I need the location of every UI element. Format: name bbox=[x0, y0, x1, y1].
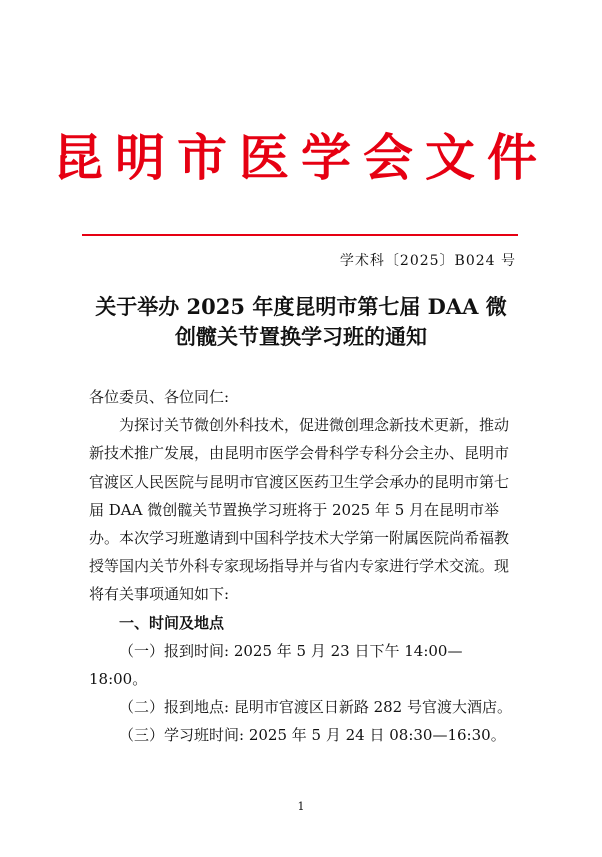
salutation: 各位委员、各位同仁: bbox=[89, 388, 230, 406]
page-number: 1 bbox=[297, 800, 305, 813]
document-number: 学术科〔2025〕B024 号 bbox=[339, 253, 516, 269]
item-checkin-location: （二）报到地点: 昆明市官渡区日新路 282 号官渡大酒店。 bbox=[119, 698, 512, 717]
notice-body bbox=[89, 383, 515, 750]
notice-title: 关于举办 2025 年度昆明市第七届 DAA 微创髋关节置换学习班的通知 bbox=[95, 294, 507, 349]
section-heading-time-location: 一、时间及地点 bbox=[119, 613, 225, 632]
item-class-time: （三）学习班时间: 2025 年 5 月 24 日 08:30—16:30。 bbox=[119, 726, 506, 745]
item-checkin-time: （一）报到时间: 2025 年 5 月 23 日下午 14:00—18:00。 bbox=[89, 641, 463, 689]
intro-paragraph: 为探讨关节微创外科技术，促进微创理念新技术更新，推动新技术推广发展，由昆明市医学会骨科学专科分会主办、昆明市官渡区人民医院与昆明市官渡区医药卫生学会承办的昆明市第七届 DAA 微创髋关节置换学习班将于 2025 年 5 月在昆明市举办。本次学习班邀请到中国科学技术大学第一附属医院尚希福教授等国内关节外科专家现场指导并与省内专家进行学术交流。现将有关事项通知如下: bbox=[89, 416, 510, 604]
red-divider-line bbox=[82, 234, 518, 236]
masthead-title: 昆明市医学会文件 bbox=[53, 129, 549, 187]
